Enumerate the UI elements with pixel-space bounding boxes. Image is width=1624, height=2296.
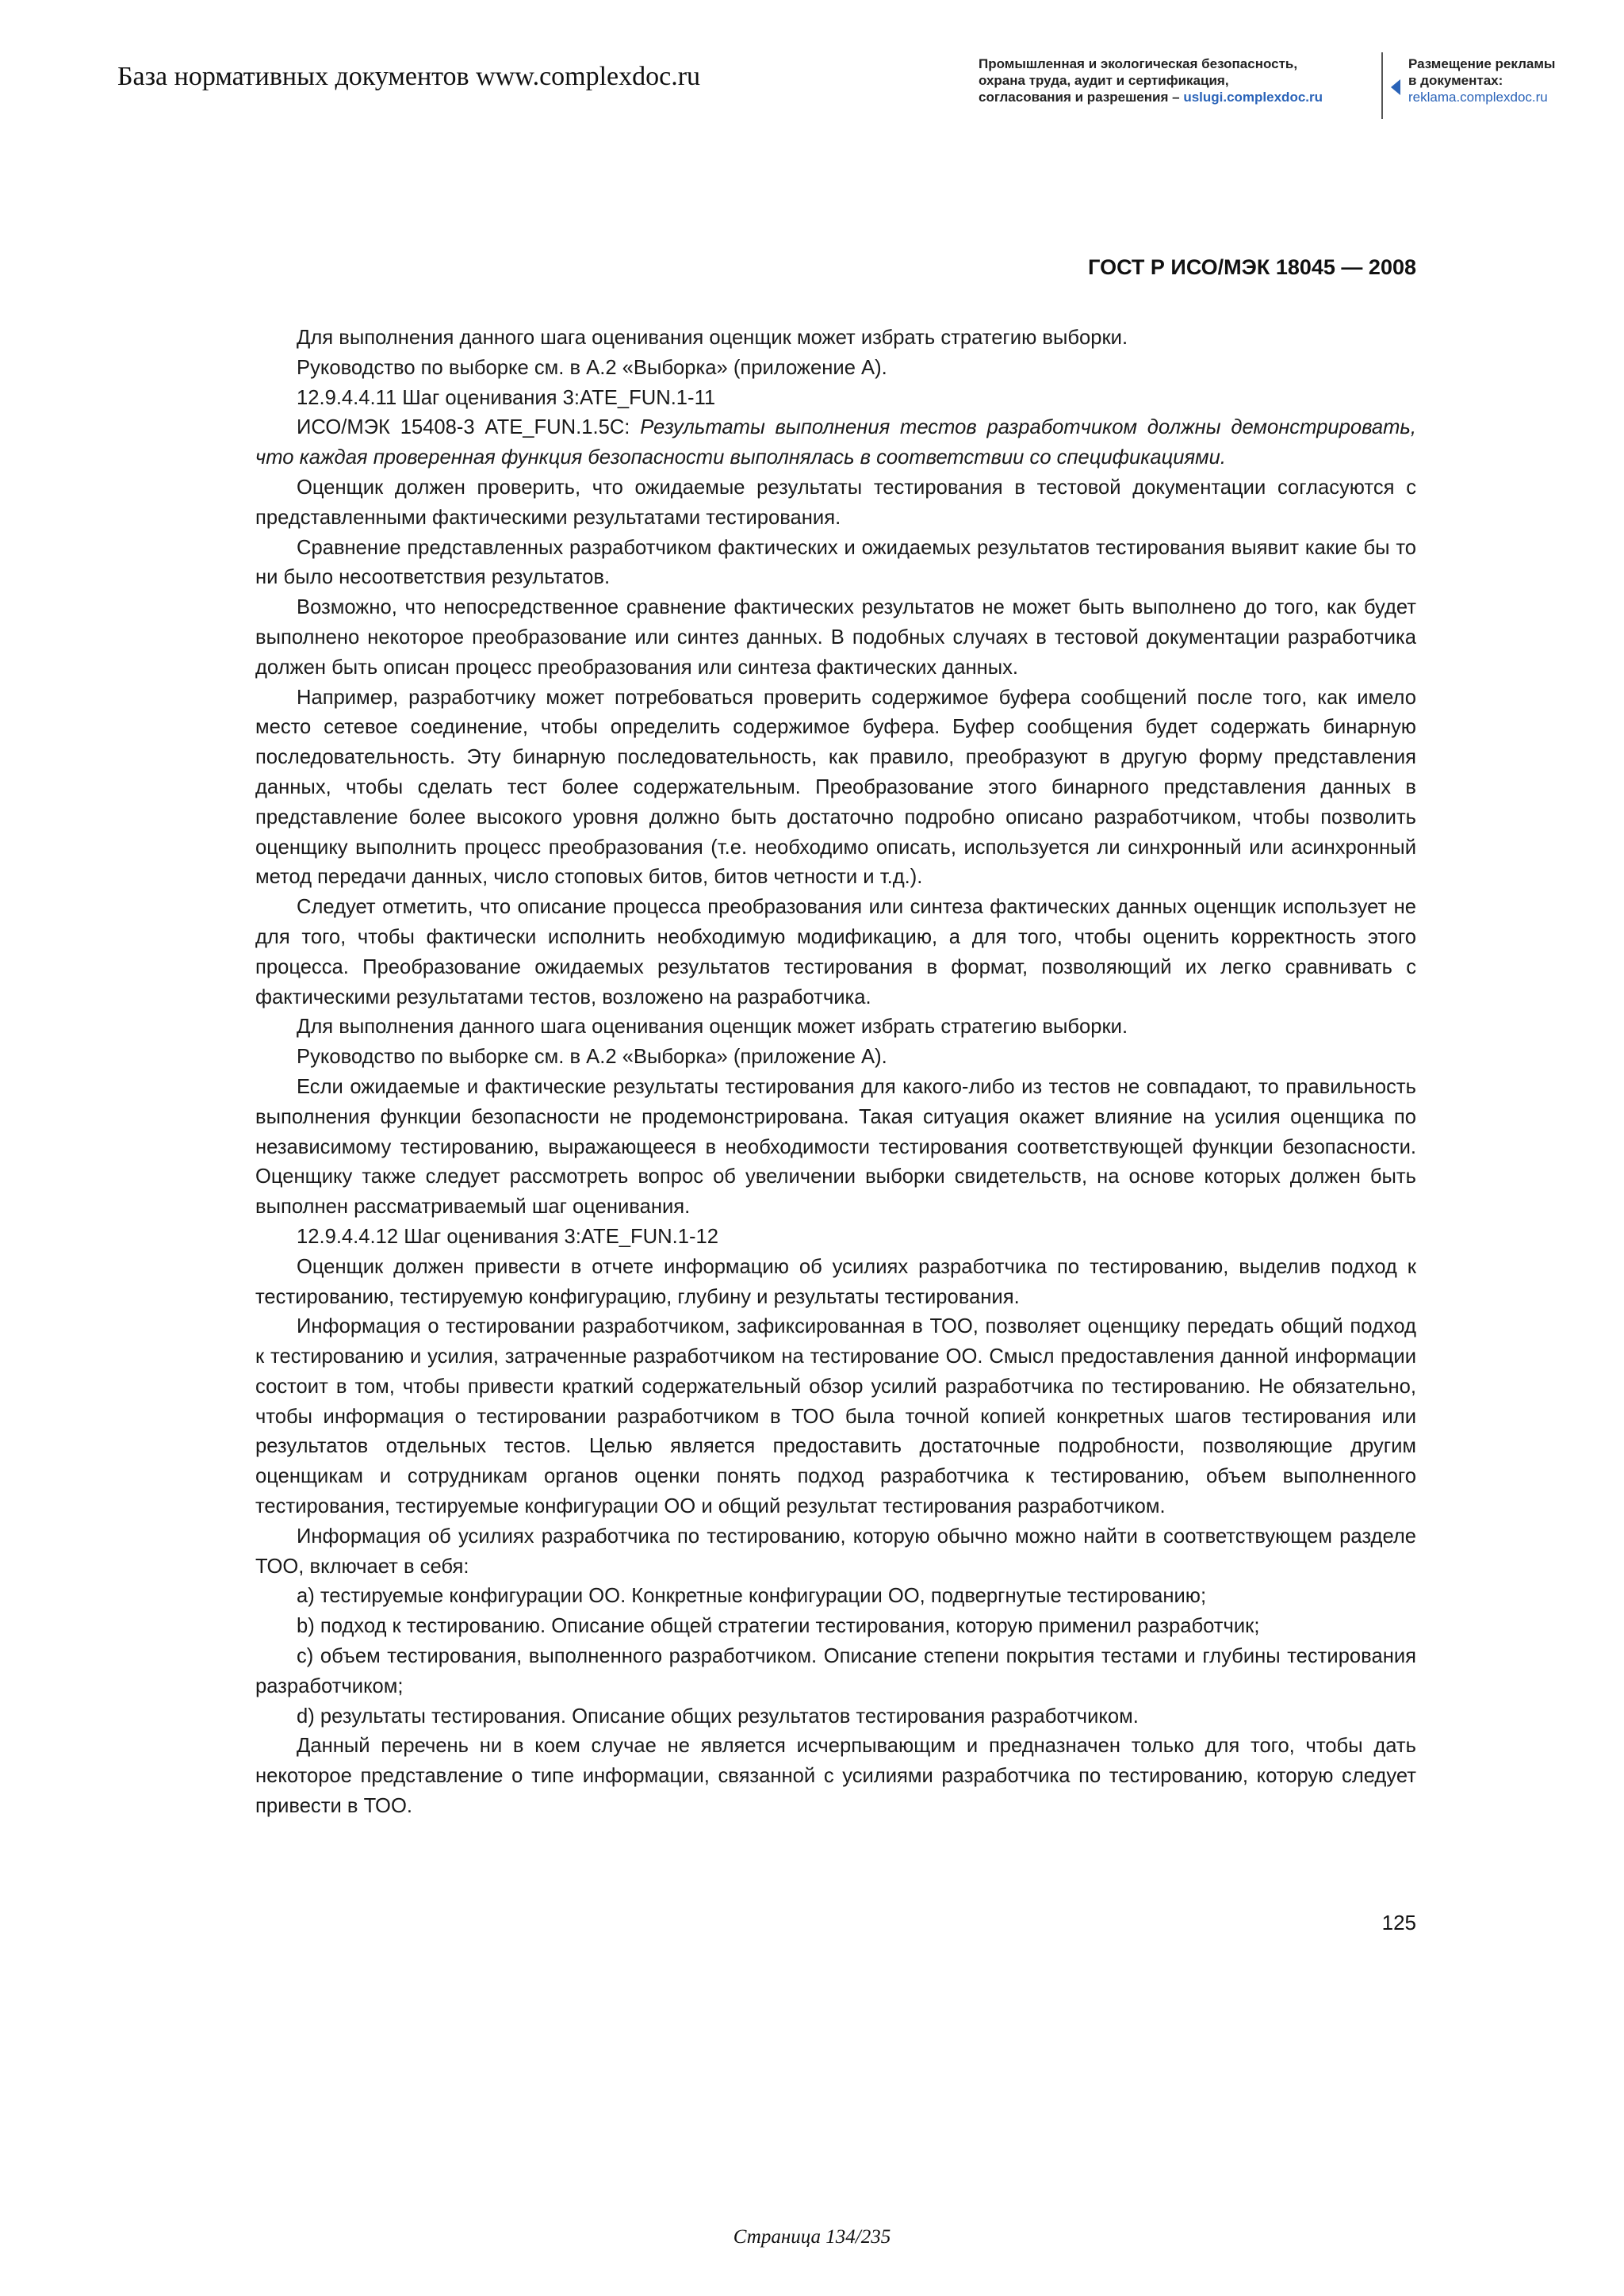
paragraph: Для выполнения данного шага оценивания оценщик может избрать стратегию выборки. [297,327,1128,349]
promo-divider [1381,52,1383,119]
page-number: 125 [1381,1911,1416,1934]
paragraph: Информация об усилиях разработчика по тестированию, которую обычно можно найти в соответствующем разделе ТОО, включает в себя: [255,1525,1416,1578]
paragraph: Информация о тестировании разработчиком, зафиксированная в ТОО, позволяет оценщику передать общий подход к тестированию и усилия, затраченные разработчиком на тестирование ОО. Смысл предоставления данной информации состоит в том, чтобы привести краткий содержательный обзор усилий разработчика по тестированию. Не обязательно, чтобы информация о тестировании разработчиком в ТОО была точной копией конкретных шагов тестирования или результатов отдельных тестов. Целью является предоставить достаточные подробности, позволяющие другим оценщикам и сотрудникам органов оценки понять подход разработчика к тестированию, объем выполненного тестирования, тестируемые конфигурации ОО и общий результат тестирования разработчиком. [255,1315,1416,1518]
services-promo[interactable] [979,55,1391,105]
list-item: b) подход к тестированию. Описание общей стратегии тестирования, которую применил разработчик; [297,1615,1260,1638]
paragraph: Сравнение представленных разработчиком фактических и ожидаемых результатов тестирования выявит какие бы то ни было несоответствия результатов. [255,536,1416,589]
services-text-line: Промышленная и экологическая безопасность, [979,56,1298,71]
paragraph: Руководство по выборке см. в А.2 «Выборка» (приложение А). [297,356,887,379]
paragraph: Для выполнения данного шага оценивания оценщик может избрать стратегию выборки. [297,1016,1128,1039]
paragraph: Следует отметить, что описание процесса преобразования или синтеза фактических данных оценщик использует не для того, чтобы фактически исполнить необходимую модификацию, а для того, чтобы оценить корректность этого процесса. Преобразование ожидаемых результатов тестирования в формат, позволяющий их легко сравнивать с фактическими результатами тестов, возложено на разработчика. [255,896,1416,1008]
list-item: а) тестируемые конфигурации ОО. Конкретные конфигурации ОО, подвергнутые тестированию; [297,1585,1207,1608]
section-heading: 12.9.4.4.12 Шаг оценивания 3:ATE_FUN.1-12 [297,1225,718,1248]
requirement-id: ИСО/МЭК 15408-3 ATE_FUN.1.5С: [297,416,641,439]
paragraph: Оценщик должен привести в отчете информацию об усилиях разработчика по тестированию, выделив подход к тестированию, тестируемую конфигурацию, глубину и результаты тестирования. [255,1255,1416,1308]
ads-text-line: в документах: [1408,73,1503,88]
list-item: d) результаты тестирования. Описание общих результатов тестирования разработчиком. [297,1705,1139,1728]
section-heading: 12.9.4.4.11 Шаг оценивания 3:ATE_FUN.1-11 [297,386,716,409]
ads-link[interactable]: reklama.complexdoc.ru [1408,90,1548,105]
list-item: с) объем тестирования, выполненного разработчиком. Описание степени покрытия тестами и глубины тестирования разработчиком; [255,1645,1416,1697]
footer-page-counter: Страница 134/235 [733,2226,891,2248]
paragraph: Например, разработчику может потребоваться проверить содержимое буфера сообщений после того, как имело место сетевое соединение, чтобы определить содержимое буфера. Буфер сообщения будет содержать бинарную последовательность. Эту бинарную последовательность, как правило, преобразуют в другую форму представления данных, чтобы сделать тест более содержательным. Преобразование этого бинарного представления данных в представление более высокого уровня должно быть достаточно подробно описано разработчиком, чтобы позволить оценщику выполнить процесс преобразования (т.е. необходимо описать, используется ли синхронный или асинхронный метод передачи данных, число стоповых битов, битов четности и т.д.). [255,686,1416,889]
ads-promo[interactable] [1408,55,1614,105]
document-body [255,323,1416,1822]
standard-header: ГОСТ Р ИСО/МЭК 18045 — 2008 [1088,255,1416,279]
site-title: База нормативных документов www.complexdoc.ru [117,62,701,91]
services-text-line [979,89,1391,105]
services-link[interactable]: uslugi.complexdoc.ru [1183,90,1323,105]
paragraph: Возможно, что непосредственное сравнение фактических результатов не может быть выполнено до того, как будет выполнено некоторое преобразование или синтез данных. В подобных случаях в тестовой документации разработчика должен быть описан процесс преобразования или синтеза фактических данных. [255,596,1416,679]
paragraph: Данный перечень ни в коем случае не является исчерпывающим и предназначен только для того, чтобы дать некоторое представление о типе информации, связанной с усилиями разработчика по тестированию, которую следует привести в ТОО. [255,1735,1416,1818]
ads-text-line: Размещение рекламы [1408,56,1556,71]
requirement-text: Результаты выполнения тестов разработчиком должны демонстрировать, что каждая проверенная функция безопасности выполнялась в соответствии со спецификациями. [255,416,1416,469]
services-text-line: охрана труда, аудит и сертификация, [979,73,1229,88]
paragraph: Руководство по выборке см. в А.2 «Выборка» (приложение А). [297,1046,887,1069]
services-text: согласования и разрешения – [979,90,1184,105]
paragraph: Если ожидаемые и фактические результаты тестирования для какого-либо из тестов не совпадают, то правильность выполнения функции безопасности не продемонстрирована. Такая ситуация окажет влияние на усилия оценщика по независимому тестированию, выражающееся в необходимости тестирования соответствующей функции безопасности. Оценщику также следует рассмотреть вопрос об увеличении выборки свидетельств, на основе которых должен быть выполнен рассматриваемый шаг оценивания. [255,1075,1416,1219]
arrow-left-icon [1391,79,1400,95]
requirement-paragraph [255,413,1416,473]
paragraph: Оценщик должен проверить, что ожидаемые результаты тестирования в тестовой документации согласуются с представленными фактическими результатами тестирования. [255,476,1416,529]
